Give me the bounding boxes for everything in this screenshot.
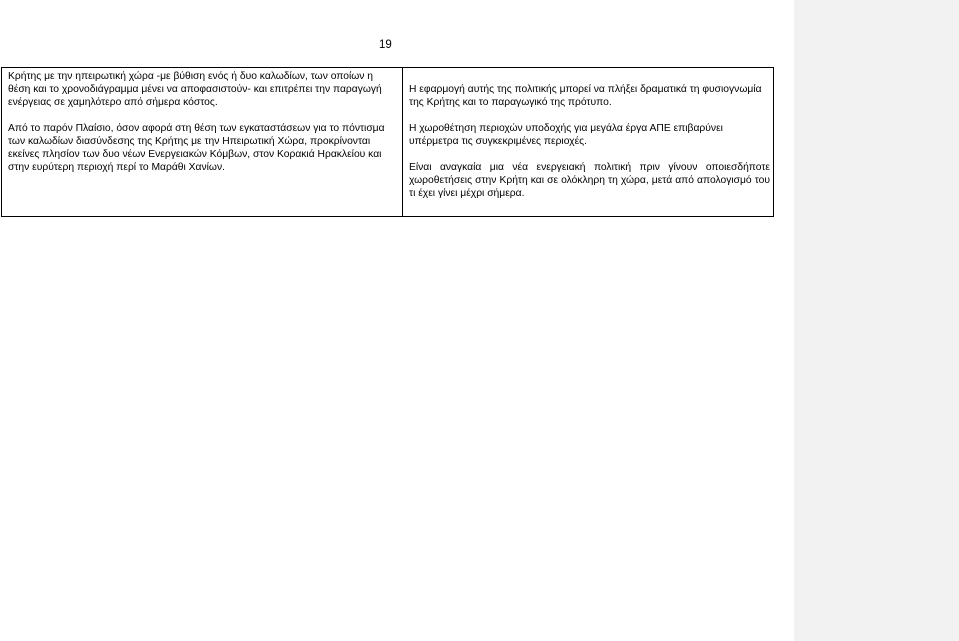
paragraph-spacer [409, 109, 770, 122]
right-paragraph-2: Η χωροθέτηση περιοχών υποδοχής για μεγάλα έργα ΑΠΕ επιβαρύνει υπέρμετρα τις συγκεκριμένες περιοχές. [409, 123, 723, 147]
paragraph-spacer [409, 148, 770, 161]
left-paragraph-2: Από το παρόν Πλαίσιο, όσον αφορά στη θέση των εγκαταστάσεων για το πόντισμα των καλωδίων διασύνδεσης της Κρήτης με την Ηπειρωτική Χώρα, προκρίνονται εκείνες πλησίον των δυο νέων Ενεργειακών Κόμβων, στον Κορακιά Ηρακλείου και στην ευρύτερη περιοχή περί το Μαράθι Χανίων. [8, 123, 385, 173]
table-cell-left [2, 68, 403, 216]
comment-margin-pane [794, 0, 959, 641]
content-table [1, 67, 774, 217]
page-number: 19 [379, 39, 392, 51]
right-paragraph-1: Η εφαρμογή αυτής της πολιτικής μπορεί να πλήξει δραματικά τη φυσιογνωμία της Κρήτης και το παραγωγικό της πρότυπο. [409, 84, 762, 108]
right-paragraph-3: Είναι αναγκαία μια νέα ενεργειακή πολιτική πριν γίνουν οποιεσδήποτε χωροθετήσεις στην Κρήτη και σε ολόκληρη τη χώρα, μετά από απολογισμό του τι έχει γίνει μέχρι σήμερα. [409, 162, 770, 199]
paragraph-spacer [8, 109, 398, 122]
table-cell-right [403, 68, 773, 216]
left-paragraph-1: Κρήτης με την ηπειρωτική χώρα -με βύθιση ενός ή δυο καλωδίων, των οποίων η θέση και το χρονοδιάγραμμα μένει να αποφασιστούν- και επιτρέπει την παραγωγή ενέργειας σε χαμηλότερο από σήμερα κόστος. [8, 71, 382, 108]
